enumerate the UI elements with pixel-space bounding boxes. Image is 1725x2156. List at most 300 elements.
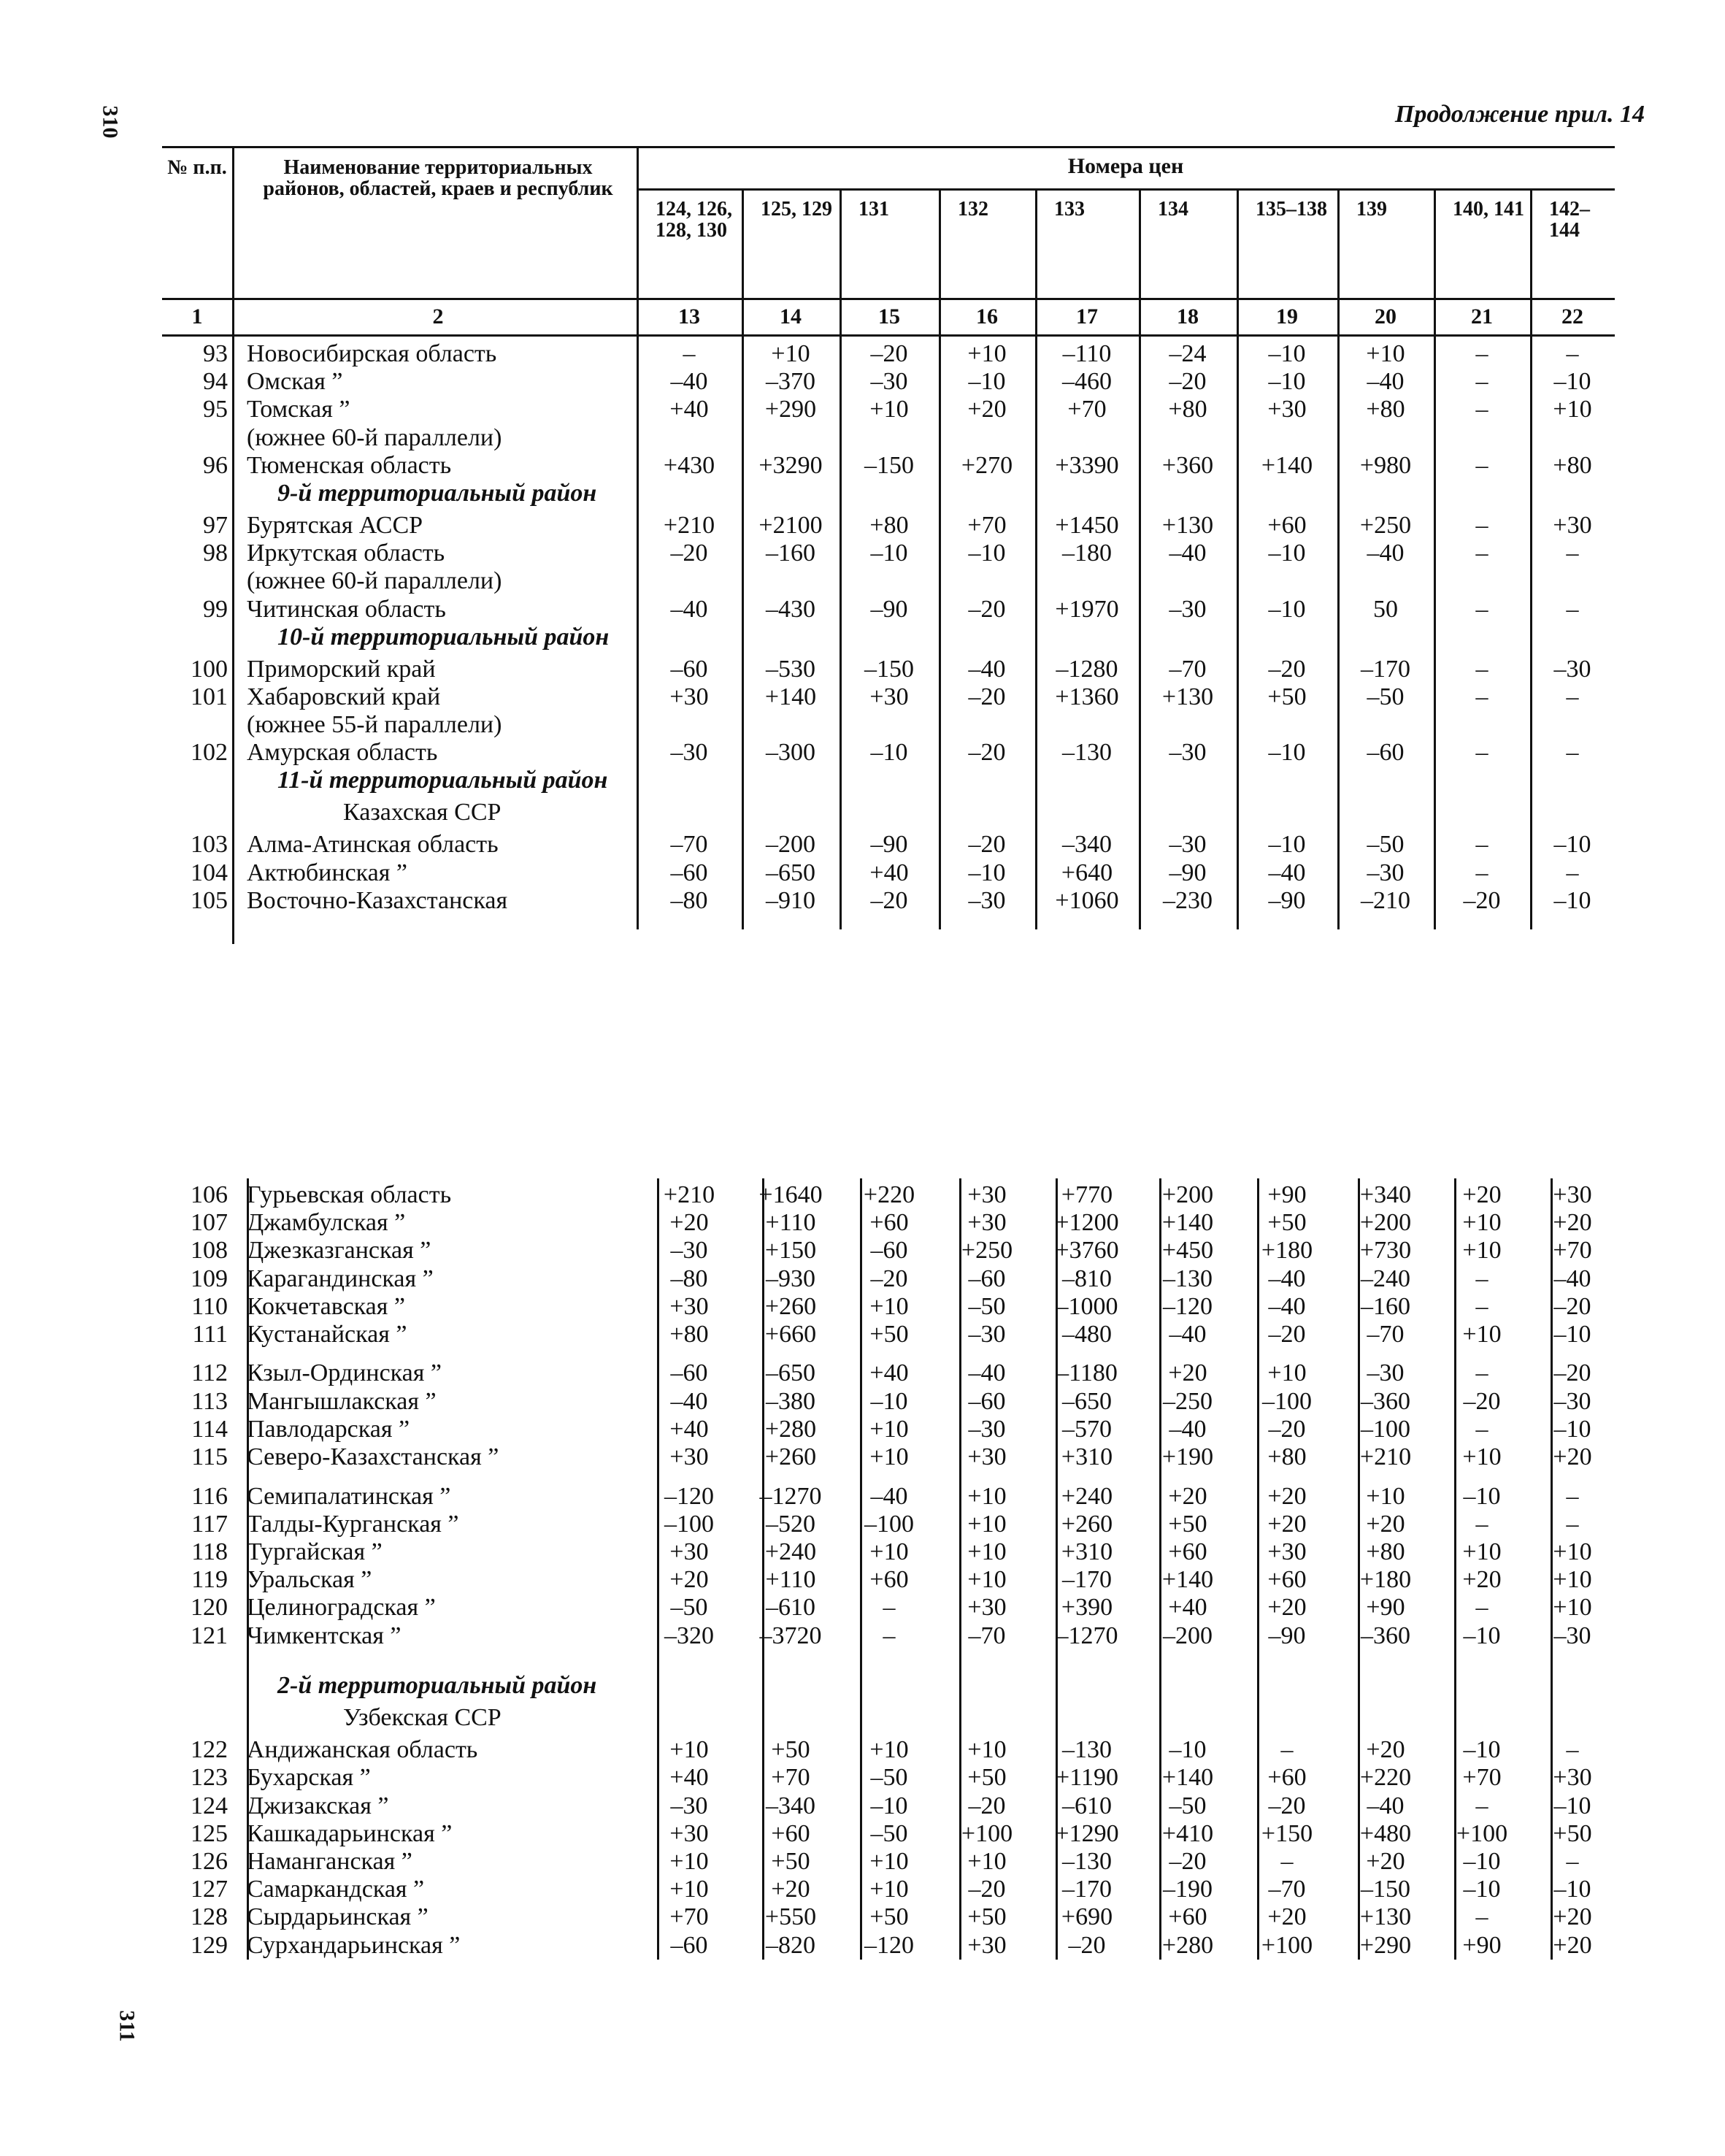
price-value: –10 — [968, 368, 1006, 396]
price-value: +20 — [1267, 1510, 1307, 1538]
price-value: +20 — [1267, 1482, 1307, 1510]
top-vline-price — [637, 336, 639, 929]
region-name: Северо-Казахстанская ” — [247, 1443, 499, 1471]
price-value: +1640 — [758, 1181, 823, 1208]
price-value: +50 — [1267, 683, 1307, 710]
price-value: –20 — [1169, 368, 1207, 396]
price-value: –160 — [1361, 1292, 1410, 1320]
price-value: –40 — [968, 655, 1006, 683]
header-vline-price — [840, 188, 842, 334]
price-value: – — [1566, 1510, 1579, 1538]
row-number: 99 — [203, 595, 228, 623]
price-value: +50 — [771, 1847, 810, 1875]
price-value: –650 — [1062, 1387, 1112, 1415]
row-number: 108 — [191, 1237, 228, 1265]
price-value: +270 — [961, 451, 1013, 479]
price-value: +290 — [1359, 1931, 1412, 1959]
header-numbering-cell: 19 — [1276, 304, 1298, 329]
price-value: –40 — [1268, 1292, 1306, 1320]
price-value: –230 — [1163, 886, 1213, 914]
price-value: +280 — [1161, 1931, 1214, 1959]
price-value: –150 — [864, 451, 914, 479]
price-value: –10 — [870, 540, 908, 567]
row-number: 102 — [191, 739, 228, 767]
price-group-rule — [637, 188, 1615, 191]
price-value: +240 — [764, 1538, 817, 1565]
price-value: +30 — [1553, 1181, 1592, 1208]
top-vline-price — [1035, 336, 1037, 929]
price-value: – — [1566, 340, 1579, 367]
price-value: +130 — [1161, 683, 1214, 710]
price-value: +10 — [1462, 1237, 1502, 1265]
price-value: –3720 — [759, 1622, 822, 1649]
price-value: –1000 — [1056, 1292, 1118, 1320]
price-value: +30 — [669, 1538, 709, 1565]
price-value: +50 — [967, 1903, 1007, 1931]
price-value: – — [1475, 1415, 1488, 1443]
price-value: – — [1280, 1847, 1294, 1875]
row-number: 100 — [191, 655, 228, 683]
price-value: +30 — [967, 1931, 1007, 1959]
price-value: +1970 — [1055, 595, 1119, 623]
price-value: +690 — [1061, 1903, 1113, 1931]
price-value: –30 — [1367, 859, 1405, 886]
bottom-vline-price — [1056, 1178, 1058, 1960]
row-number: 98 — [203, 540, 228, 567]
price-value: – — [1566, 1736, 1579, 1764]
price-value: +40 — [669, 396, 709, 423]
price-value: +40 — [669, 1764, 709, 1792]
price-value: –50 — [870, 1764, 908, 1792]
price-value: –40 — [670, 595, 708, 623]
price-value: +20 — [1553, 1903, 1592, 1931]
price-value: +10 — [669, 1876, 709, 1903]
bottom-vline-price — [1454, 1178, 1456, 1960]
price-value: –10 — [870, 1387, 908, 1415]
price-value: +450 — [1161, 1237, 1214, 1265]
price-value: +30 — [967, 1209, 1007, 1237]
header-price-column: 125, 129 — [761, 198, 832, 220]
price-value: +1450 — [1055, 511, 1119, 539]
row-number: 128 — [191, 1903, 228, 1931]
price-value: –20 — [1169, 1847, 1207, 1875]
price-value: –100 — [1361, 1415, 1410, 1443]
header-vline-price — [742, 188, 744, 334]
price-value: – — [1566, 739, 1579, 767]
price-value: –370 — [766, 368, 815, 396]
price-value: +100 — [1456, 1819, 1508, 1847]
region-name: Кзыл-Ординская ” — [247, 1359, 442, 1387]
subsection-heading: Казахская ССР — [343, 799, 502, 826]
price-value: +20 — [1267, 1903, 1307, 1931]
price-value: +10 — [869, 1443, 909, 1471]
bottom-vline-price — [1358, 1178, 1360, 1960]
price-value: –10 — [1268, 739, 1306, 767]
price-value: –650 — [766, 859, 815, 886]
price-value: +110 — [765, 1566, 816, 1594]
price-value: –10 — [968, 540, 1006, 567]
price-value: –20 — [1268, 1321, 1306, 1348]
price-value: – — [1566, 1847, 1579, 1875]
region-name: Тюменская область — [247, 451, 452, 479]
price-value: +550 — [764, 1903, 817, 1931]
price-value: –250 — [1163, 1387, 1213, 1415]
price-value: +50 — [771, 1736, 810, 1764]
price-value: +200 — [1359, 1209, 1412, 1237]
price-value: –1280 — [1056, 655, 1118, 683]
price-value: – — [1566, 540, 1579, 567]
header-no-label: № п.п. — [167, 156, 227, 179]
bottom-vline-no — [247, 1178, 249, 1960]
price-value: +10 — [967, 1736, 1007, 1764]
bottom-vline-price — [860, 1178, 862, 1960]
price-value: –30 — [1169, 595, 1207, 623]
header-vline-price — [1139, 188, 1141, 334]
header-prices-label: Номера цен — [1067, 154, 1184, 178]
price-value: +480 — [1359, 1819, 1412, 1847]
region-name: Джамбулская ” — [247, 1209, 406, 1237]
price-value: –10 — [1463, 1622, 1501, 1649]
price-value: +660 — [764, 1321, 817, 1348]
region-name: Новосибирская область — [247, 340, 497, 367]
price-value: +1290 — [1055, 1819, 1119, 1847]
price-value: +1060 — [1055, 886, 1119, 914]
price-value: –10 — [1553, 368, 1591, 396]
price-value: +410 — [1161, 1819, 1214, 1847]
price-value: –910 — [766, 886, 815, 914]
region-name: Томская ” — [247, 396, 350, 423]
price-value: –100 — [1262, 1387, 1312, 1415]
price-value: –10 — [1463, 1736, 1501, 1764]
price-value: –170 — [1062, 1876, 1112, 1903]
price-value: +30 — [869, 683, 909, 710]
page-number-bottom: 311 — [115, 2010, 139, 2042]
price-value: –120 — [1163, 1292, 1213, 1320]
price-value: –170 — [1062, 1566, 1112, 1594]
page-number-top: 310 — [98, 105, 123, 139]
price-value: –60 — [968, 1387, 1006, 1415]
header-price-column: 142–144 — [1549, 198, 1590, 242]
price-value: +80 — [1267, 1443, 1307, 1471]
price-value: –80 — [670, 1265, 708, 1292]
price-value: –10 — [870, 739, 908, 767]
region-name: Сурхандарьинская ” — [247, 1931, 461, 1959]
price-value: +20 — [669, 1209, 709, 1237]
price-value: +80 — [1168, 396, 1207, 423]
price-value: –160 — [766, 540, 815, 567]
price-value: –130 — [1062, 1736, 1112, 1764]
price-value: –610 — [766, 1594, 815, 1622]
region-name: Чимкентская ” — [247, 1622, 402, 1649]
price-value: +20 — [1366, 1847, 1405, 1875]
section-heading: 11-й территориальный район — [277, 767, 608, 794]
price-value: –70 — [968, 1622, 1006, 1649]
header-numbering-cell: 2 — [432, 304, 444, 329]
price-value: –120 — [664, 1482, 714, 1510]
price-value: –100 — [864, 1510, 914, 1538]
price-value: +10 — [771, 340, 810, 367]
price-value: –70 — [1367, 1321, 1405, 1348]
price-value: +30 — [669, 1443, 709, 1471]
price-value: +20 — [1462, 1181, 1502, 1208]
price-value: – — [1475, 859, 1488, 886]
price-value: –30 — [670, 1792, 708, 1819]
price-value: – — [1475, 1359, 1488, 1387]
price-value: +50 — [1553, 1819, 1592, 1847]
row-number: 119 — [191, 1566, 228, 1594]
region-name: Целиноградская ” — [247, 1594, 436, 1622]
price-value: +10 — [967, 1482, 1007, 1510]
row-number: 126 — [191, 1847, 228, 1875]
price-value: –200 — [1163, 1622, 1213, 1649]
region-name: Джизакская ” — [247, 1792, 389, 1819]
price-value: +10 — [1553, 396, 1592, 423]
price-value: +80 — [869, 511, 909, 539]
price-value: +70 — [1462, 1764, 1502, 1792]
region-name: Амурская область — [247, 739, 438, 767]
price-value: +20 — [1366, 1510, 1405, 1538]
price-value: –340 — [766, 1792, 815, 1819]
price-value: – — [1566, 595, 1579, 623]
region-name: Бухарская ” — [247, 1764, 371, 1792]
numbering-bottom-rule — [162, 334, 1615, 337]
header-bottom-rule — [162, 298, 1615, 300]
row-number: 113 — [191, 1387, 228, 1415]
price-value: –130 — [1062, 1847, 1112, 1875]
price-value: – — [883, 1622, 896, 1649]
section-heading: 2-й территориальный район — [277, 1672, 597, 1700]
price-value: – — [1475, 1510, 1488, 1538]
region-name: Бурятская АССР — [247, 511, 423, 539]
price-value: +10 — [1462, 1443, 1502, 1471]
top-vline-price — [1434, 336, 1436, 929]
price-value: –50 — [870, 1819, 908, 1847]
price-value: –210 — [1361, 886, 1410, 914]
price-value: +250 — [1359, 511, 1412, 539]
row-number: 116 — [191, 1482, 228, 1510]
region-name: (южнее 55-й параллели) — [247, 711, 502, 739]
price-value: –30 — [1169, 739, 1207, 767]
price-value: +2100 — [758, 511, 823, 539]
row-number: 94 — [203, 368, 228, 396]
price-value: –20 — [870, 886, 908, 914]
header-price-column: 140, 141 — [1453, 198, 1524, 220]
price-value: –40 — [1268, 859, 1306, 886]
price-value: +210 — [663, 511, 715, 539]
price-value: +260 — [764, 1443, 817, 1471]
price-value: –10 — [968, 859, 1006, 886]
bottom-vline-price — [1551, 1178, 1553, 1960]
price-value: –20 — [968, 831, 1006, 859]
continuation-label: Продолжение прил. 14 — [1394, 101, 1645, 128]
row-number: 101 — [191, 683, 228, 710]
price-value: +640 — [1061, 859, 1113, 886]
price-value: +70 — [669, 1903, 709, 1931]
price-value: – — [1475, 1594, 1488, 1622]
price-value: – — [1475, 655, 1488, 683]
top-vline-price — [939, 336, 941, 929]
price-value: +180 — [1261, 1237, 1313, 1265]
price-value: –10 — [1169, 1736, 1207, 1764]
price-value: +3290 — [758, 451, 823, 479]
price-value: – — [1475, 511, 1488, 539]
price-value: +50 — [967, 1764, 1007, 1792]
price-value: –1270 — [759, 1482, 822, 1510]
price-value: –10 — [1553, 1415, 1591, 1443]
row-number: 124 — [191, 1792, 228, 1819]
price-value: –30 — [1553, 655, 1591, 683]
region-name: Андижанская область — [247, 1736, 478, 1764]
header-vline-price — [1237, 188, 1239, 334]
price-value: –50 — [968, 1292, 1006, 1320]
price-value: – — [1475, 451, 1488, 479]
price-value: +60 — [1267, 511, 1307, 539]
row-number: 115 — [191, 1443, 228, 1471]
price-value: –810 — [1062, 1265, 1112, 1292]
price-value: +10 — [869, 1415, 909, 1443]
row-number: 93 — [203, 340, 228, 367]
price-value: –90 — [1268, 886, 1306, 914]
price-value: +10 — [967, 1538, 1007, 1565]
price-value: –50 — [1367, 683, 1405, 710]
price-value: –340 — [1062, 831, 1112, 859]
header-top-rule — [162, 146, 1615, 148]
header-numbering-cell: 15 — [878, 304, 900, 329]
header-price-column: 124, 126, 128, 130 — [656, 198, 732, 242]
price-value: –30 — [1169, 831, 1207, 859]
price-value: –20 — [1463, 886, 1501, 914]
price-value: +40 — [1168, 1594, 1207, 1622]
price-value: +60 — [1267, 1764, 1307, 1792]
price-value: +140 — [1261, 451, 1313, 479]
price-value: –360 — [1361, 1387, 1410, 1415]
top-vline-price — [1139, 336, 1141, 929]
price-value: +10 — [869, 1736, 909, 1764]
price-value: –10 — [1553, 1876, 1591, 1903]
price-value: +10 — [869, 1876, 909, 1903]
price-value: +30 — [1553, 511, 1592, 539]
price-value: –130 — [1062, 739, 1112, 767]
price-value: –60 — [670, 1931, 708, 1959]
price-value: +30 — [1553, 1764, 1592, 1792]
price-value: +20 — [1553, 1931, 1592, 1959]
price-value: –40 — [1268, 1265, 1306, 1292]
price-value: +60 — [1168, 1538, 1207, 1565]
region-name: Сырдарьинская ” — [247, 1903, 429, 1931]
row-number: 120 — [191, 1594, 228, 1622]
price-value: +770 — [1061, 1181, 1113, 1208]
row-number: 103 — [191, 831, 228, 859]
price-value: +180 — [1359, 1566, 1412, 1594]
region-name: Наманганская ” — [247, 1847, 412, 1875]
price-value: –20 — [1553, 1292, 1591, 1320]
price-value: –100 — [664, 1510, 714, 1538]
price-value: +20 — [1366, 1736, 1405, 1764]
price-value: +280 — [764, 1415, 817, 1443]
price-value: +10 — [967, 1566, 1007, 1594]
price-value: –150 — [864, 655, 914, 683]
price-value: +50 — [1168, 1510, 1207, 1538]
price-value: – — [1566, 683, 1579, 710]
row-number: 123 — [191, 1764, 228, 1792]
section-heading: 10-й территориальный район — [277, 623, 610, 651]
price-value: –40 — [870, 1482, 908, 1510]
price-value: –10 — [1553, 831, 1591, 859]
header-numbering-cell: 20 — [1375, 304, 1396, 329]
price-value: –610 — [1062, 1792, 1112, 1819]
price-value: +40 — [669, 1415, 709, 1443]
top-vline-price — [1530, 336, 1532, 929]
price-value: +3760 — [1055, 1237, 1119, 1265]
region-name: Талды-Курганская ” — [247, 1510, 459, 1538]
price-value: –1270 — [1056, 1622, 1118, 1649]
region-name: Приморский край — [247, 655, 436, 683]
price-value: +10 — [1553, 1566, 1592, 1594]
price-value: +10 — [1462, 1209, 1502, 1237]
price-value: +80 — [669, 1321, 709, 1348]
top-vline-price — [840, 336, 842, 929]
price-value: –60 — [670, 1359, 708, 1387]
price-value: –20 — [968, 683, 1006, 710]
price-value: –90 — [1169, 859, 1207, 886]
price-value: +130 — [1161, 511, 1214, 539]
price-value: –40 — [1169, 1321, 1207, 1348]
price-value: –430 — [766, 595, 815, 623]
header-price-column: 135–138 — [1256, 198, 1327, 220]
price-value: +80 — [1553, 451, 1592, 479]
price-value: –20 — [1268, 1415, 1306, 1443]
header-numbering-cell: 22 — [1561, 304, 1583, 329]
price-value: –20 — [1268, 1792, 1306, 1819]
price-value: +10 — [1366, 1482, 1405, 1510]
price-value: – — [1475, 540, 1488, 567]
price-value: –10 — [1268, 595, 1306, 623]
price-value: –40 — [670, 1387, 708, 1415]
price-value: +70 — [771, 1764, 810, 1792]
region-name: Кокчетавская ” — [247, 1292, 405, 1320]
row-number: 118 — [191, 1538, 228, 1565]
price-value: +150 — [764, 1237, 817, 1265]
price-value: +10 — [869, 1538, 909, 1565]
region-name: Актюбинская ” — [247, 859, 407, 886]
region-name: Уральская ” — [247, 1566, 372, 1594]
price-value: –40 — [670, 368, 708, 396]
price-value: +390 — [1061, 1594, 1113, 1622]
region-name: Омская ” — [247, 368, 343, 396]
price-value: –10 — [1268, 831, 1306, 859]
price-value: –30 — [670, 739, 708, 767]
price-value: +140 — [764, 683, 817, 710]
price-value: –60 — [1367, 739, 1405, 767]
row-number: 121 — [191, 1622, 228, 1649]
price-value: +1190 — [1056, 1764, 1118, 1792]
price-value: –30 — [968, 886, 1006, 914]
price-value: +10 — [669, 1847, 709, 1875]
price-value: –20 — [968, 1876, 1006, 1903]
header-vline-price — [1434, 188, 1436, 334]
header-numbering-cell: 21 — [1471, 304, 1493, 329]
region-name: Павлодарская ” — [247, 1415, 410, 1443]
price-value: –30 — [968, 1415, 1006, 1443]
header-name-label: Наименование территориальных районов, областей, краев и республик — [263, 156, 613, 201]
price-value: +30 — [669, 1292, 709, 1320]
price-value: +20 — [1267, 1594, 1307, 1622]
price-value: +260 — [764, 1292, 817, 1320]
price-value: +10 — [967, 1847, 1007, 1875]
price-value: +10 — [1462, 1538, 1502, 1565]
price-value: +50 — [869, 1903, 909, 1931]
price-value: –40 — [1553, 1265, 1591, 1292]
